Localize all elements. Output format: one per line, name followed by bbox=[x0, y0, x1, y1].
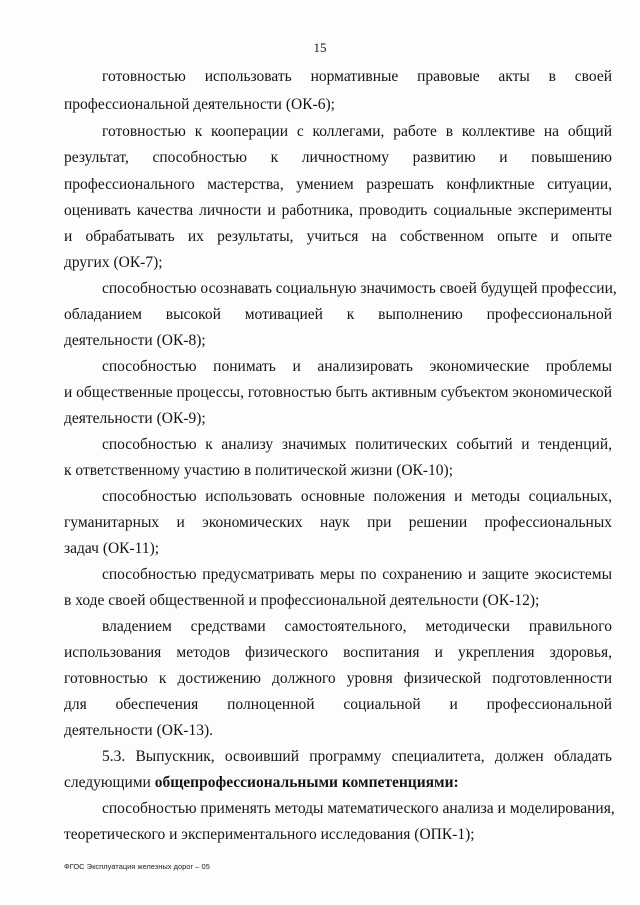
text-line: владением средствами самостоятельного, методически правильного bbox=[102, 618, 612, 635]
text-line: теоретического и экспериментального исследования (ОПК-1); bbox=[64, 826, 475, 843]
text-line: деятельности (ОК-13). bbox=[64, 722, 213, 739]
text-bold-competencies: общепрофессиональными компетенциями: bbox=[154, 774, 459, 791]
text-line: к ответственному участию в политической жизни (ОК-10); bbox=[64, 462, 454, 479]
text-line: способностью осознавать социальную значимость своей будущей профессии, bbox=[102, 280, 617, 297]
text-line: способностью понимать и анализировать экономические проблемы bbox=[102, 358, 612, 375]
text-normal: следующими bbox=[64, 774, 155, 791]
page-footer: ФГОС Эксплуатация железных дорог – 05 bbox=[64, 862, 210, 871]
text-line: для обеспечения полноценной социальной и профессиональной bbox=[64, 696, 612, 713]
text-line: способностью применять методы математического анализа и моделирования, bbox=[102, 800, 615, 817]
page-number: 15 bbox=[313, 40, 327, 55]
text-line: профессионального мастерства, умением разрешать конфликтные ситуации, bbox=[64, 176, 612, 193]
text-line: способностью к анализу значимых политических событий и тенденций, bbox=[102, 436, 612, 453]
text-line: профессиональной деятельности (ОК-6); bbox=[64, 96, 335, 113]
text-line: оценивать качества личности и работника, проводить социальные эксперименты bbox=[64, 202, 612, 219]
text-line: 5.3. Выпускник, освоивший программу специалитета, должен обладать bbox=[102, 748, 612, 765]
text-line: деятельности (ОК-9); bbox=[64, 410, 206, 427]
text-line: способностью предусматривать меры по сохранению и защите экосистемы bbox=[102, 566, 612, 583]
text-line: в ходе своей общественной и профессиональной деятельности (ОК-12); bbox=[64, 592, 540, 609]
text-line: гуманитарных и экономических наук при решении профессиональных bbox=[64, 514, 612, 531]
text-line: результат, способностью к личностному развитию и повышению bbox=[64, 149, 612, 166]
text-line: готовностью к достижению должного уровня физической подготовленности bbox=[64, 670, 612, 687]
text-line: использования методов физического воспитания и укрепления здоровья, bbox=[64, 644, 612, 661]
text-line: способностью использовать основные положения и методы социальных, bbox=[102, 488, 612, 505]
text-line: готовностью к кооперации с коллегами, работе в коллективе на общий bbox=[102, 123, 612, 140]
text-line: деятельности (ОК-8); bbox=[64, 332, 206, 349]
text-line: других (ОК-7); bbox=[64, 254, 163, 271]
text-line: обладанием высокой мотивацией к выполнению профессиональной bbox=[64, 306, 612, 323]
text-line: и обрабатывать их результаты, учиться на собственном опыте и опыте bbox=[64, 228, 612, 245]
text-line: и общественные процессы, готовностью быть активным субъектом экономической bbox=[64, 384, 612, 401]
text-line: задач (ОК-11); bbox=[64, 540, 160, 557]
text-line: готовностью использовать нормативные правовые акты в своей bbox=[102, 68, 612, 85]
text-line bbox=[64, 773, 612, 793]
